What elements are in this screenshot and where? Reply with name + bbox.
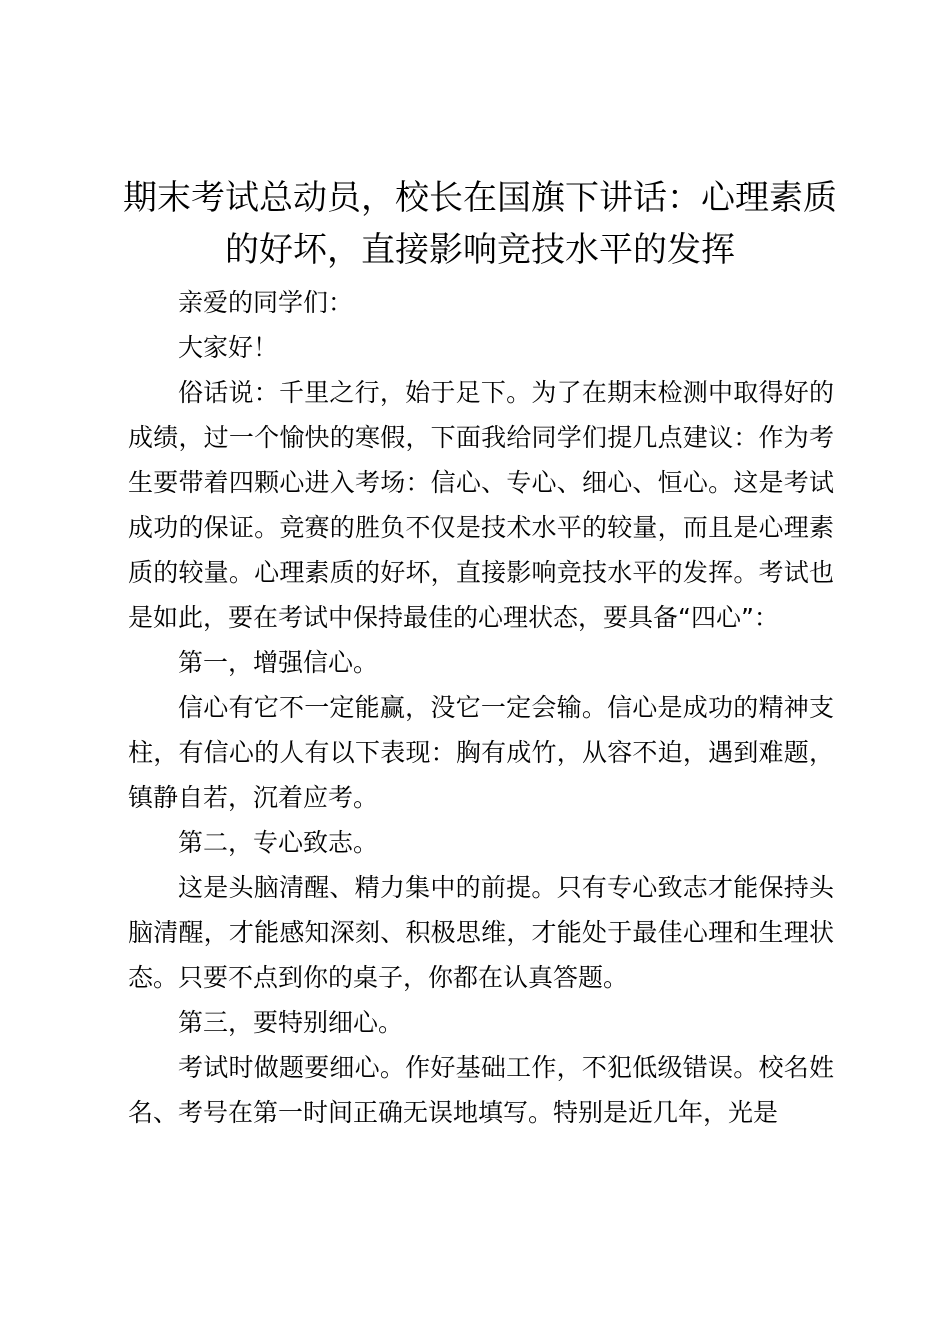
document-body [128, 280, 834, 1135]
paragraph-intro: 俗话说：千里之行，始于足下。为了在期末检测中取得好的成绩，过一个愉快的寒假，下面我给同学们提几点建议：作为考生要带着四颗心进入考场：信心、专心、细心、恒心。这是考试成功的保证。竞赛的胜负不仅是技术水平的较量，而且是心理素质的较量。心理素质的好坏，直接影响竞技水平的发挥。考试也是如此，要在考试中保持最佳的心理状态，要具备“四心”： [128, 378, 834, 632]
paragraph-confidence: 信心有它不一定能赢，没它一定会输。信心是成功的精神支柱，有信心的人有以下表现：胸有成竹，从容不迫，遇到难题，镇静自若，沉着应考。 [128, 693, 834, 812]
document-title: 期末考试总动员，校长在国旗下讲话：心理素质的好坏，直接影响竞技水平的发挥 [123, 178, 837, 270]
paragraph-greeting: 大家好！ [178, 333, 279, 362]
paragraph-salutation: 亲爱的同学们： [178, 288, 354, 317]
paragraph-heading-2: 第二，专心致志。 [178, 828, 379, 857]
paragraph-carefulness: 考试时做题要细心。作好基础工作，不犯低级错误。校名姓名、考号在第一时间正确无误地填写。特别是近几年，光是 [128, 1053, 834, 1127]
paragraph-focus: 这是头脑清醒、精力集中的前提。只有专心致志才能保持头脑清醒，才能感知深刻、积极思维，才能处于最佳心理和生理状态。只要不点到你的桌子，你都在认真答题。 [128, 873, 834, 992]
paragraph-heading-1: 第一，增强信心。 [178, 648, 379, 677]
paragraph-heading-3: 第三，要特别细心。 [178, 1008, 404, 1037]
